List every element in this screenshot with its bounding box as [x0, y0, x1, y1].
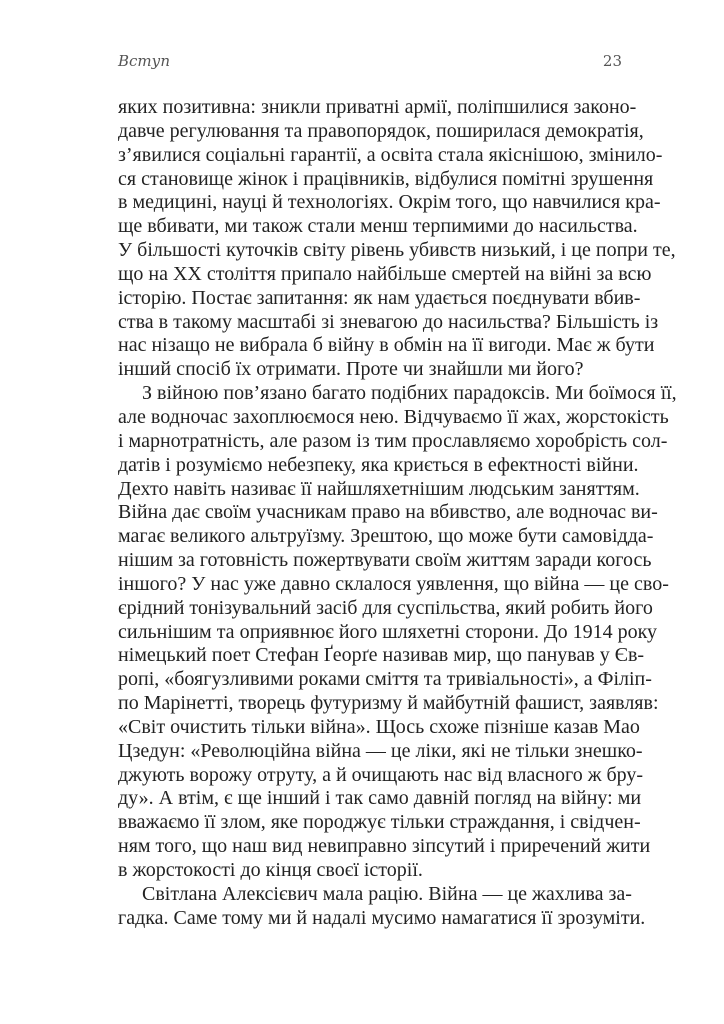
paragraph	[118, 382, 677, 883]
text-line: сильнішим та оприявнює його шляхетні сторони. До 1914 року	[118, 620, 658, 643]
text-line: джують ворожу отруту, а й очищають нас від власного ж бру-	[118, 763, 644, 786]
text-line: нас нізащо не вибрала б війну в обмін на її вигоди. Має ж бути	[118, 334, 655, 357]
text-line: ся становище жінок і працівників, відбулися помітні зрушення	[118, 167, 654, 190]
text-line: яких позитивна: зникли приватні армії, поліпшилися законо-	[118, 96, 637, 118]
text-line: історію. Постає запитання: як нам удається поєднувати вбив-	[118, 286, 641, 309]
page-number: 23	[602, 52, 622, 70]
text-line: давче регулювання та правопорядок, поширилася демократія,	[118, 119, 644, 142]
text-line: ропі, «боягузливими роками сміття та тривіальності», а Філіп-	[118, 668, 652, 691]
text-line: Світлана Алексієвич мала рацію. Війна — це жахлива за-	[142, 882, 632, 905]
text-line: єрідний тонізувальний засіб для суспільства, який робить його	[118, 596, 653, 619]
text-line: ням того, що наш вид невиправно зіпсутий і приречений жити	[118, 835, 651, 858]
running-head	[118, 52, 622, 76]
text-line: Дехто навіть називає її найшляхетнішим людським заняттям.	[118, 477, 640, 500]
text-line: по Марінетті, творець футуризму й майбутній фашист, заявляв:	[118, 692, 659, 715]
text-line: ду». А втім, є ще інший і так само давній погляд на війну: ми	[118, 787, 642, 810]
text-line: «Світ очистить тільки війна». Щось схоже пізніше казав Мао	[118, 715, 640, 738]
text-line: в жорстокості до кінця своєї історії.	[118, 859, 423, 881]
paragraph	[118, 96, 676, 382]
text-line: вважаємо її злом, яке породжує тільки страждання, і свідчен-	[118, 811, 641, 834]
text-line: в медицині, науці й технологіях. Окрім того, що навчилися кра-	[118, 191, 661, 214]
text-line: ства в такому масштабі зі зневагою до насильства? Більшість із	[118, 310, 659, 333]
text-line: ще вбивати, ми також стали менш терпимими до насильства.	[118, 215, 638, 238]
text-line: іншого? У нас уже давно склалося уявлення, що війна — це сво-	[118, 572, 669, 595]
text-line: німецький поет Стефан Ґеорґе називав мир, що панував у Єв-	[118, 644, 645, 667]
section-title: Вступ	[118, 52, 171, 70]
text-line: магає великого альтруїзму. Зрештою, що може бути самовідда-	[118, 525, 654, 548]
text-line: інший спосіб їх отримати. Проте чи знайшли ми його?	[118, 358, 584, 381]
text-line: що на XX століття припало найбільше смертей на війні за всю	[118, 262, 652, 285]
text-line: але водночас захоплюємося нею. Відчуваємо її жах, жорстокість	[118, 405, 669, 428]
text-line: гадка. Саме тому ми й надалі мусимо намагатися її зрозуміти.	[118, 906, 646, 929]
text-line: з’явилися соціальні гарантії, а освіта стала якіснішою, змінило-	[118, 143, 663, 166]
text-line: З війною пов’язано багато подібних парадоксів. Ми боїмося її,	[142, 382, 677, 405]
text-line: У більшості куточків світу рівень убивств низький, і це попри те,	[118, 239, 676, 262]
text-line: і марнотратність, але разом із тим прославляємо хоробрість сол-	[118, 429, 668, 452]
text-line: нішим за готовність пожертвувати своїм життям заради когось	[118, 549, 652, 572]
text-line: датів і розуміємо небезпеку, яка криється в ефектності війни.	[118, 453, 639, 476]
text-line: Війна дає своїм учасникам право на вбивство, але водночас ви-	[118, 501, 658, 524]
text-line: Цзедун: «Революційна війна — це ліки, які не тільки знешко-	[118, 739, 643, 762]
body-text	[118, 96, 677, 931]
paragraph	[118, 882, 646, 931]
